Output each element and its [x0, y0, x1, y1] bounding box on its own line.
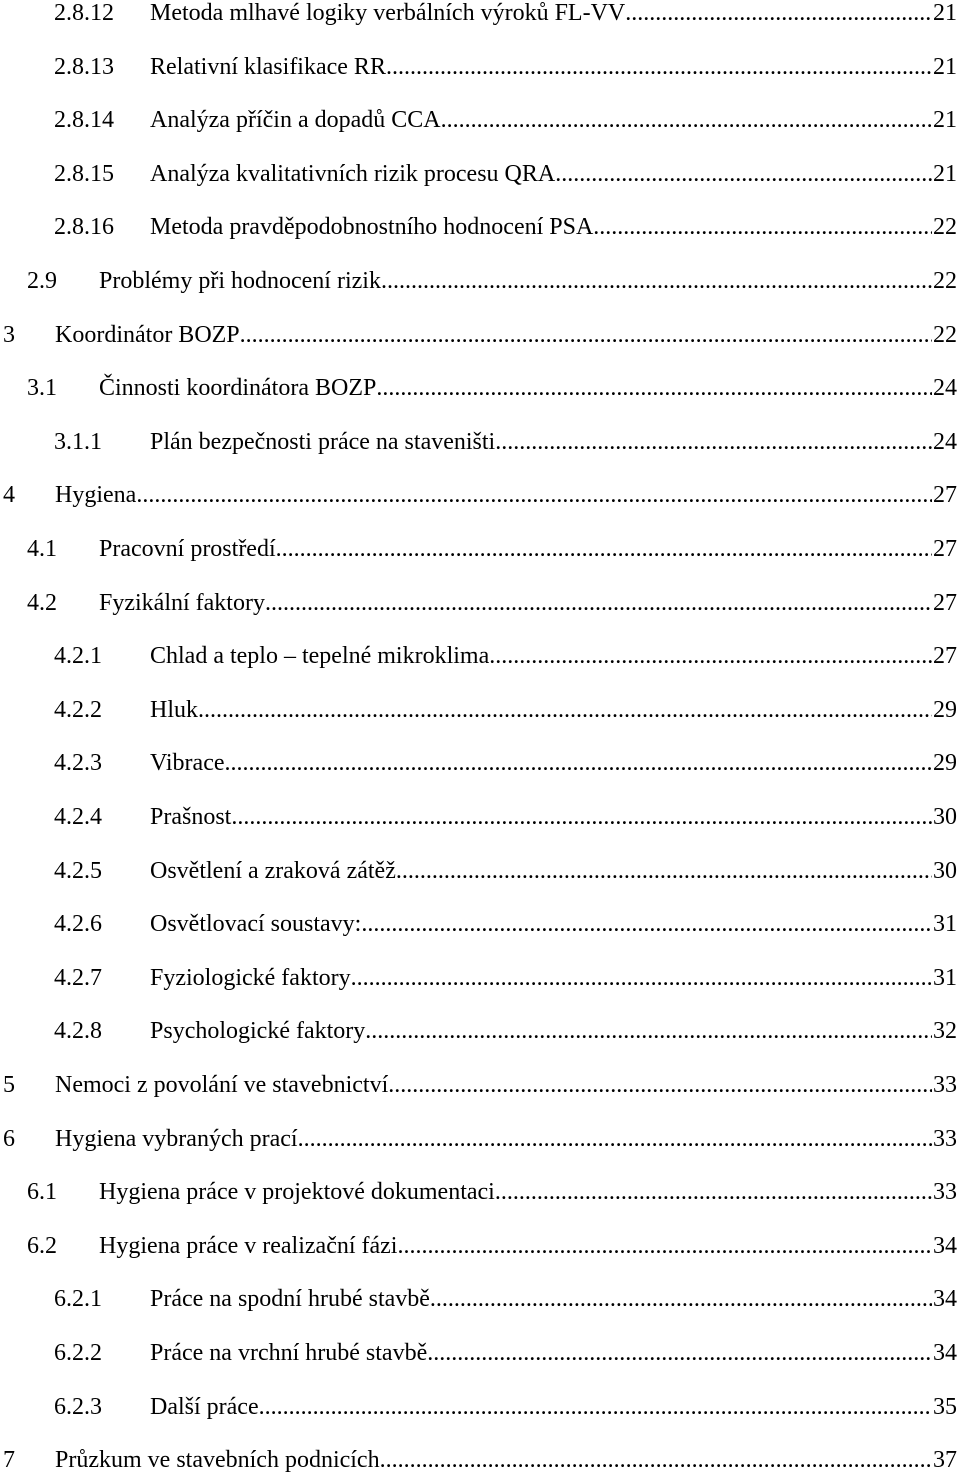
dot-leader — [351, 961, 932, 995]
toc-entry-number: 4.2.6 — [54, 911, 102, 938]
toc-entry[interactable] — [0, 371, 957, 405]
toc-entry-page: 24 — [933, 428, 957, 455]
toc-entry-page: 27 — [933, 482, 957, 509]
dot-leader — [361, 907, 932, 941]
toc-entry-number: 2.8.13 — [54, 53, 114, 80]
toc-entry-number: 5 — [3, 1072, 15, 1098]
toc-entry-page: 30 — [933, 804, 957, 830]
toc-entry-title: Hygiena vybraných prací — [55, 1125, 298, 1152]
toc-entry-title: Plán bezpečnosti práce na staveništi — [150, 428, 496, 455]
toc-entry-page: 37 — [933, 1447, 957, 1474]
toc-entry-page: 33 — [933, 1125, 957, 1152]
toc-entry-number: 2.9 — [27, 268, 57, 294]
toc-entry-title: Hluk — [150, 696, 198, 723]
toc-entry-title: Další práce — [150, 1393, 259, 1420]
toc-entry-title: Fyziologické faktory — [150, 964, 351, 991]
toc-entry-title: Hygiena — [55, 482, 137, 509]
toc-entry-page: 22 — [933, 321, 957, 348]
toc-entry-page: 31 — [933, 911, 957, 938]
toc-entry-page: 34 — [933, 1340, 957, 1366]
toc-entry-title: Hygiena práce v realizační fázi — [99, 1232, 398, 1259]
toc-entry-title: Relativní klasifikace RR — [150, 53, 386, 80]
toc-entry-number: 2.8.12 — [54, 0, 114, 26]
toc-entry-page: 34 — [933, 1286, 957, 1313]
toc-entry[interactable] — [0, 1175, 957, 1209]
toc-entry-number: 4.2 — [27, 589, 57, 616]
toc-entry[interactable] — [0, 1390, 957, 1424]
toc-entry-number: 4.2.5 — [54, 857, 102, 884]
toc-entry[interactable] — [0, 1443, 957, 1477]
toc-entry-number: 2.8.15 — [54, 160, 114, 187]
toc-entry-number: 6 — [3, 1125, 15, 1152]
dot-leader — [298, 1122, 932, 1156]
toc-entry-page: 31 — [933, 964, 957, 991]
dot-leader — [380, 1443, 932, 1477]
toc-entry[interactable] — [0, 961, 957, 995]
dot-leader — [593, 210, 932, 244]
toc-entry[interactable] — [0, 264, 957, 298]
toc-entry[interactable] — [0, 693, 957, 727]
toc-entry-number: 6.2 — [27, 1232, 57, 1259]
toc-entry[interactable] — [0, 1122, 957, 1156]
toc-entry-page: 29 — [933, 696, 957, 723]
toc-entry[interactable] — [0, 210, 957, 244]
toc-entry[interactable] — [0, 854, 957, 888]
toc-entry-title: Fyzikální faktory — [99, 589, 265, 616]
toc-entry[interactable] — [0, 318, 957, 352]
dot-leader — [430, 1282, 932, 1316]
toc-entry-page: 27 — [933, 589, 957, 616]
dot-leader — [231, 800, 932, 834]
dot-leader — [225, 746, 932, 780]
toc-entry[interactable] — [0, 800, 957, 834]
toc-entry-title: Analýza kvalitativních rizik procesu QRA — [150, 160, 556, 187]
toc-entry[interactable] — [0, 1282, 957, 1316]
toc-entry-title: Metoda pravděpodobnostního hodnocení PSA — [150, 214, 594, 241]
toc-entry-number: 4.2.1 — [54, 643, 102, 670]
toc-entry[interactable] — [0, 746, 957, 780]
toc-entry-page: 34 — [933, 1232, 957, 1259]
toc-entry-title: Metoda mlhavé logiky verbálních výroků FL-VV — [150, 0, 626, 26]
dot-leader — [240, 318, 932, 352]
toc-entry-title: Psychologické faktory — [150, 1018, 366, 1045]
toc-entry-number: 4.1 — [27, 536, 57, 562]
toc-entry-title: Chlad a teplo – tepelné mikroklima — [150, 643, 490, 670]
toc-entry-page: 24 — [933, 375, 957, 402]
toc-entry[interactable] — [0, 425, 957, 459]
toc-entry-number: 4.2.7 — [54, 964, 102, 991]
toc-entry[interactable] — [0, 1229, 957, 1263]
toc-entry-number: 4.2.4 — [54, 804, 102, 830]
dot-leader — [376, 371, 932, 405]
dot-leader — [495, 425, 932, 459]
toc-entry-title: Osvětlovací soustavy: — [150, 911, 362, 938]
toc-entry-title: Koordinátor BOZP — [55, 321, 240, 348]
toc-entry-number: 4.2.8 — [54, 1018, 102, 1045]
toc-entry-number: 3 — [3, 321, 15, 348]
dot-leader — [198, 693, 932, 727]
toc-entry-page: 22 — [933, 214, 957, 241]
toc-entry-number: 4.2.2 — [54, 696, 102, 723]
toc-entry-title: Problémy při hodnocení rizik — [99, 268, 381, 294]
toc-entry-page: 30 — [933, 857, 957, 884]
toc-entry-title: Práce na vrchní hrubé stavbě — [150, 1340, 428, 1366]
toc-entry[interactable] — [0, 1336, 957, 1370]
dot-leader — [489, 639, 932, 673]
dot-leader — [259, 1390, 932, 1424]
toc-entry[interactable] — [0, 639, 957, 673]
toc-entry[interactable] — [0, 478, 957, 512]
toc-entry-title: Osvětlení a zraková zátěž — [150, 857, 396, 884]
toc-entry[interactable] — [0, 50, 957, 84]
toc-entry[interactable] — [0, 103, 957, 137]
toc-entry-number: 6.1 — [27, 1179, 57, 1206]
toc-entry-page: 33 — [933, 1072, 957, 1098]
toc-entry-page: 27 — [933, 643, 957, 670]
toc-entry-number: 6.2.2 — [54, 1340, 102, 1366]
dot-leader — [381, 264, 932, 298]
dot-leader — [495, 1175, 932, 1209]
dot-leader — [396, 854, 932, 888]
toc-entry-title: Vibrace — [150, 750, 225, 777]
toc-entry-title: Nemoci z povolání ve stavebnictví — [55, 1072, 389, 1098]
dot-leader — [365, 1014, 932, 1048]
toc-entry-page: 21 — [933, 107, 957, 134]
toc-entry-title: Činnosti koordinátora BOZP — [99, 375, 377, 402]
toc-entry-page: 21 — [933, 160, 957, 187]
toc-entry-page: 33 — [933, 1179, 957, 1206]
toc-entry-page: 29 — [933, 750, 957, 777]
toc-entry[interactable] — [0, 532, 957, 566]
dot-leader — [388, 1068, 932, 1102]
dot-leader — [397, 1229, 932, 1263]
toc-entry-number: 3.1 — [27, 375, 57, 402]
toc-entry[interactable] — [0, 1014, 957, 1048]
toc-entry-page: 27 — [933, 536, 957, 562]
toc-entry[interactable] — [0, 586, 957, 620]
toc-entry-title: Pracovní prostředí — [99, 536, 276, 562]
dot-leader — [136, 478, 932, 512]
dot-leader — [427, 1336, 932, 1370]
toc-entry-page: 35 — [933, 1393, 957, 1420]
toc-entry-title: Analýza příčin a dopadů CCA — [150, 107, 441, 134]
toc-entry-page: 21 — [933, 0, 957, 26]
toc-entry[interactable] — [0, 157, 957, 191]
toc-entry-number: 6.2.3 — [54, 1393, 102, 1420]
toc-entry-title: Průzkum ve stavebních podnicích — [55, 1447, 380, 1474]
toc-entry-title: Prašnost — [150, 804, 232, 830]
toc-entry[interactable] — [0, 907, 957, 941]
dot-leader — [276, 532, 932, 566]
dot-leader — [555, 157, 932, 191]
toc-entry[interactable] — [0, 1068, 957, 1102]
toc-entry-title: Práce na spodní hrubé stavbě — [150, 1286, 430, 1313]
toc-entry-number: 3.1.1 — [54, 428, 102, 455]
toc-entry-page: 21 — [933, 53, 957, 80]
toc-entry-number: 2.8.14 — [54, 107, 114, 134]
toc-entry[interactable] — [0, 0, 957, 30]
toc-entry-page: 22 — [933, 268, 957, 294]
toc-entry-title: Hygiena práce v projektové dokumentaci — [99, 1179, 495, 1206]
toc-entry-number: 4.2.3 — [54, 750, 102, 777]
toc-entry-number: 7 — [3, 1447, 15, 1474]
toc-entry-number: 4 — [3, 482, 15, 509]
dot-leader — [625, 0, 932, 30]
dot-leader — [265, 586, 932, 620]
dot-leader — [386, 50, 932, 84]
toc-entry-number: 6.2.1 — [54, 1286, 102, 1313]
toc-entry-number: 2.8.16 — [54, 214, 114, 241]
toc-entry-page: 32 — [933, 1018, 957, 1045]
dot-leader — [441, 103, 932, 137]
